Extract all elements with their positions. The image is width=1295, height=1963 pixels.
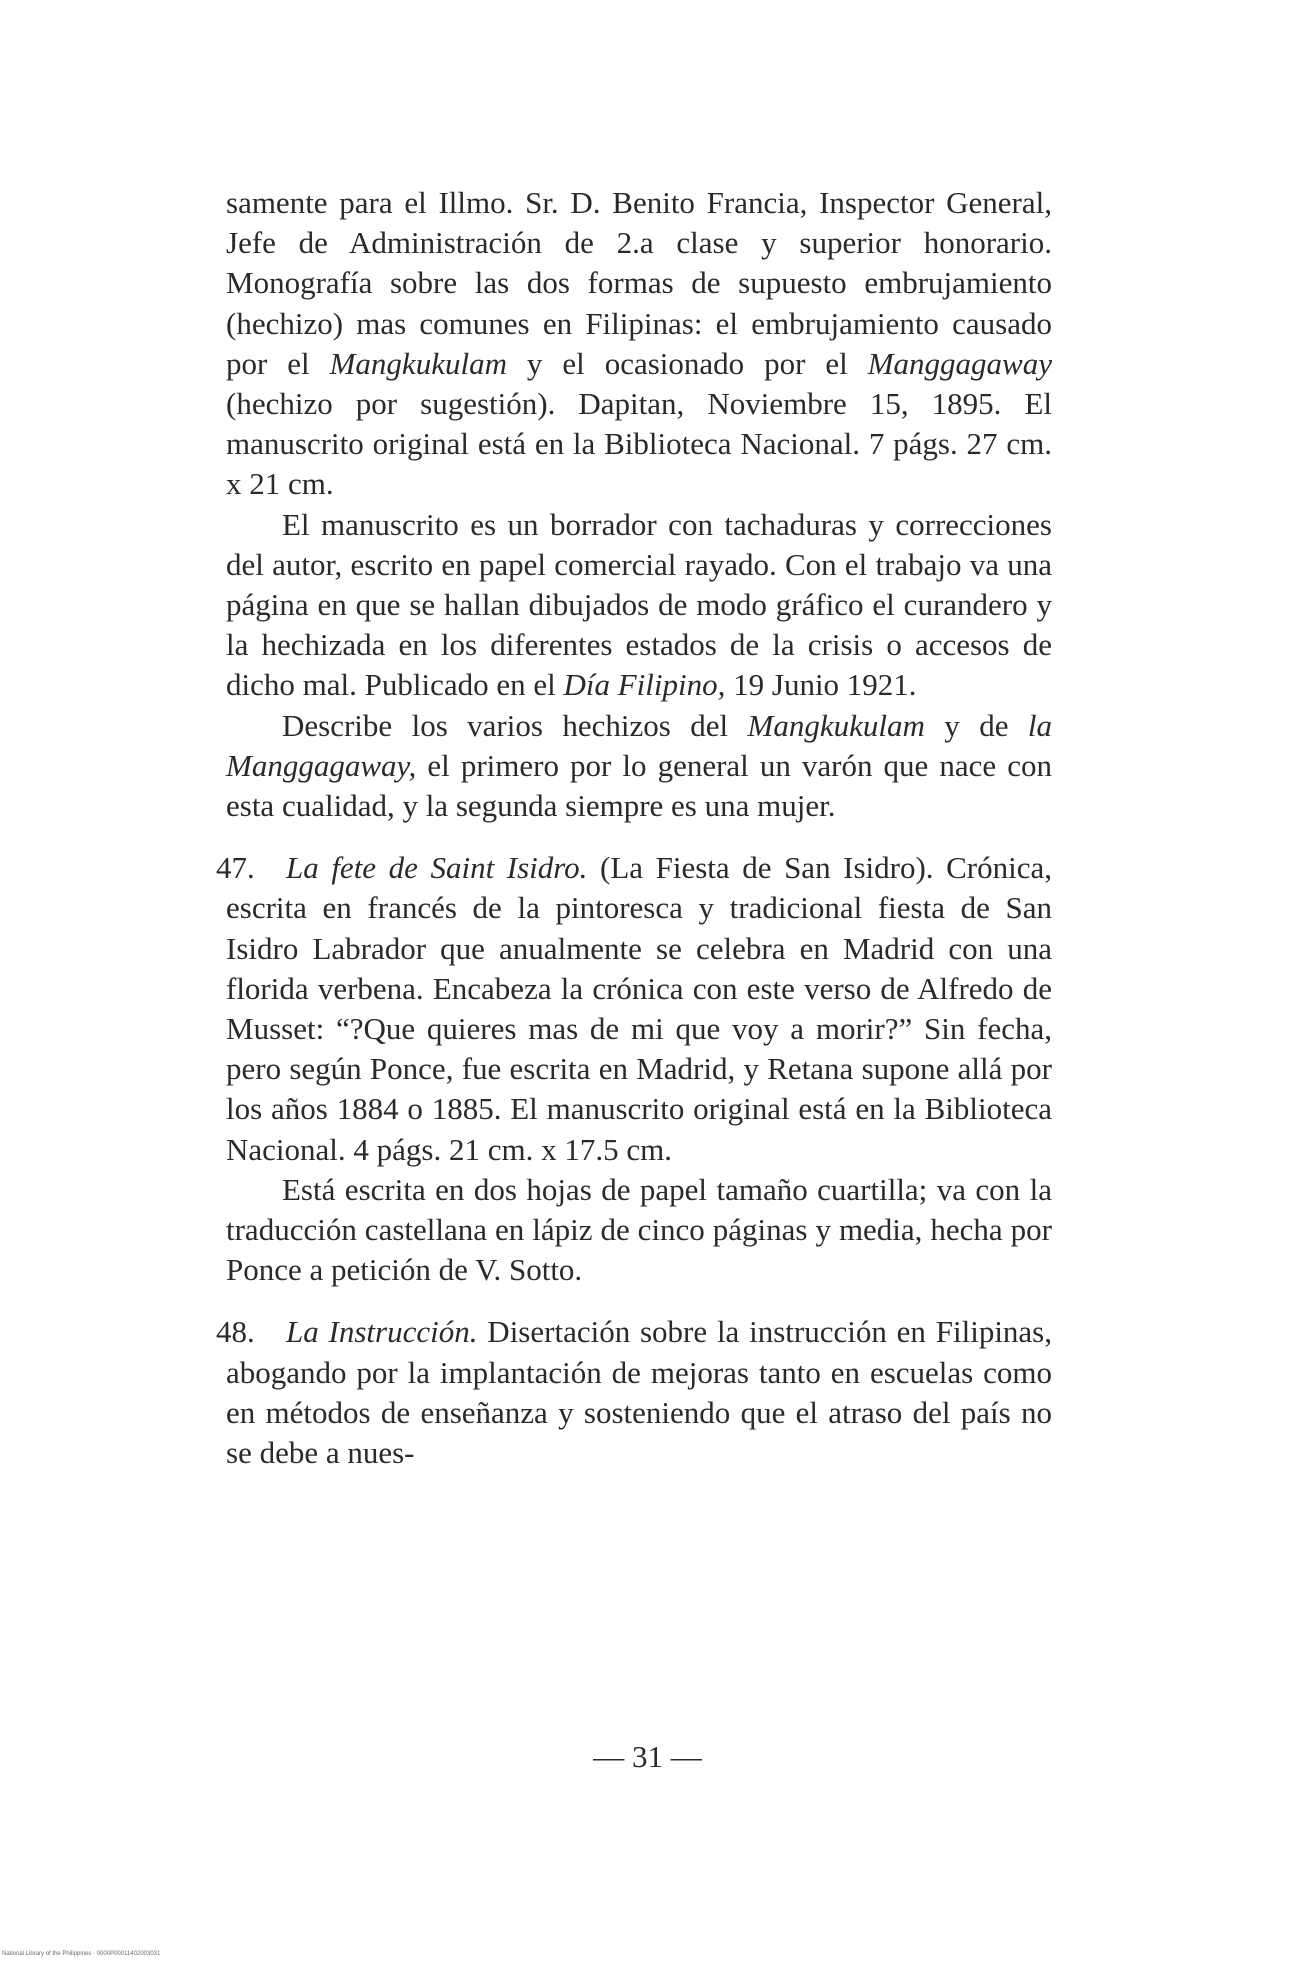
text-run: (hechizo por sugestión). Dapitan, Noviembre 15, 1895. El manuscrito original está en la Biblioteca Nacional. 7 págs. 27 cm. x 21 cm. xyxy=(226,386,1052,502)
page-number: — 31 — xyxy=(593,1739,702,1774)
paragraph-hechizos xyxy=(226,706,1052,827)
text-run: y de xyxy=(924,707,1028,743)
italic-term-mangkukulam: Mangkukulam xyxy=(329,345,507,381)
paragraph-cuartilla: Está escrita en dos hojas de papel tamaño cuartilla; va con la traducción castellana en lápiz de cinco páginas y media, hecha por Ponce a petición de V. Sotto. xyxy=(226,1171,1052,1288)
text-run: el primero por lo general un varón que nace con esta cualidad, y la segunda siempre es una mujer. xyxy=(226,747,1052,824)
italic-term-manggagaway: la Manggagaway, xyxy=(226,707,1052,783)
entry-48 xyxy=(216,1312,1052,1473)
italic-title-dia-filipino: Día Filipino, xyxy=(563,667,726,703)
text-run: El manuscrito es un borrador con tachaduras y correcciones del autor, escrito en papel comercial rayado. Con el trabajo va una página en que se hallan dibujados de modo gráfico el curandero y la hechizada en los diferentes estados de la crisis o accesos de dicho mal. Publicado en el xyxy=(226,506,1052,703)
entry-text: Disertación sobre la instrucción en Filipinas, abogando por la implantación de mejoras tanto en escuelas como en métodos de enseñanza y sosteniendo que el atraso del país no se debe a nues- xyxy=(226,1314,1052,1471)
footer-credit: National Library of the Philippines · 0000P00011402003031 xyxy=(2,1951,161,1957)
italic-term-manggagaway: Manggagaway xyxy=(867,345,1052,381)
body-text xyxy=(216,183,1052,1473)
text-run: samente para el Illmo. Sr. D. Benito Francia, Inspector General, Jefe de Administración de 2.a clase y superior honorario. Monografía sobre las dos formas de supuesto embrujamiento (hechizo) mas comunes en Filipinas: el embrujamiento causado por el xyxy=(226,185,1052,381)
entry-text: (La Fiesta de San Isidro). Crónica, escrita en francés de la pintoresca y tradicional fiesta de San Isidro Labrador que anualmente se celebra en Madrid con una florida verbena. Encabeza la crónica con este verso de Alfredo de Musset: “?Que quieres mas de mi que voy a morir?” Sin fecha, pero según Ponce, fue escrita en Madrid, y Retana supone allá por los años 1884 o 1885. El manuscrito original está en la Biblioteca Nacional. 4 págs. 21 cm. x 17.5 cm. xyxy=(226,850,1052,1167)
entry-title: La fete de Saint Isidro. xyxy=(286,850,588,886)
paragraph-manuscrito xyxy=(226,505,1052,706)
text-run: y el ocasionado por el xyxy=(506,345,868,381)
entry-title: La Instrucción. xyxy=(286,1314,478,1350)
text-run: Describe los varios hechizos del xyxy=(282,707,748,743)
text-run: 19 Junio 1921. xyxy=(725,667,917,703)
italic-term-mangkukulam: Mangkukulam xyxy=(747,707,925,743)
entry-47 xyxy=(216,848,1052,1170)
entry-number: 47. xyxy=(216,850,255,886)
paragraph-monografia xyxy=(226,183,1052,505)
entry-number: 48. xyxy=(216,1314,255,1350)
